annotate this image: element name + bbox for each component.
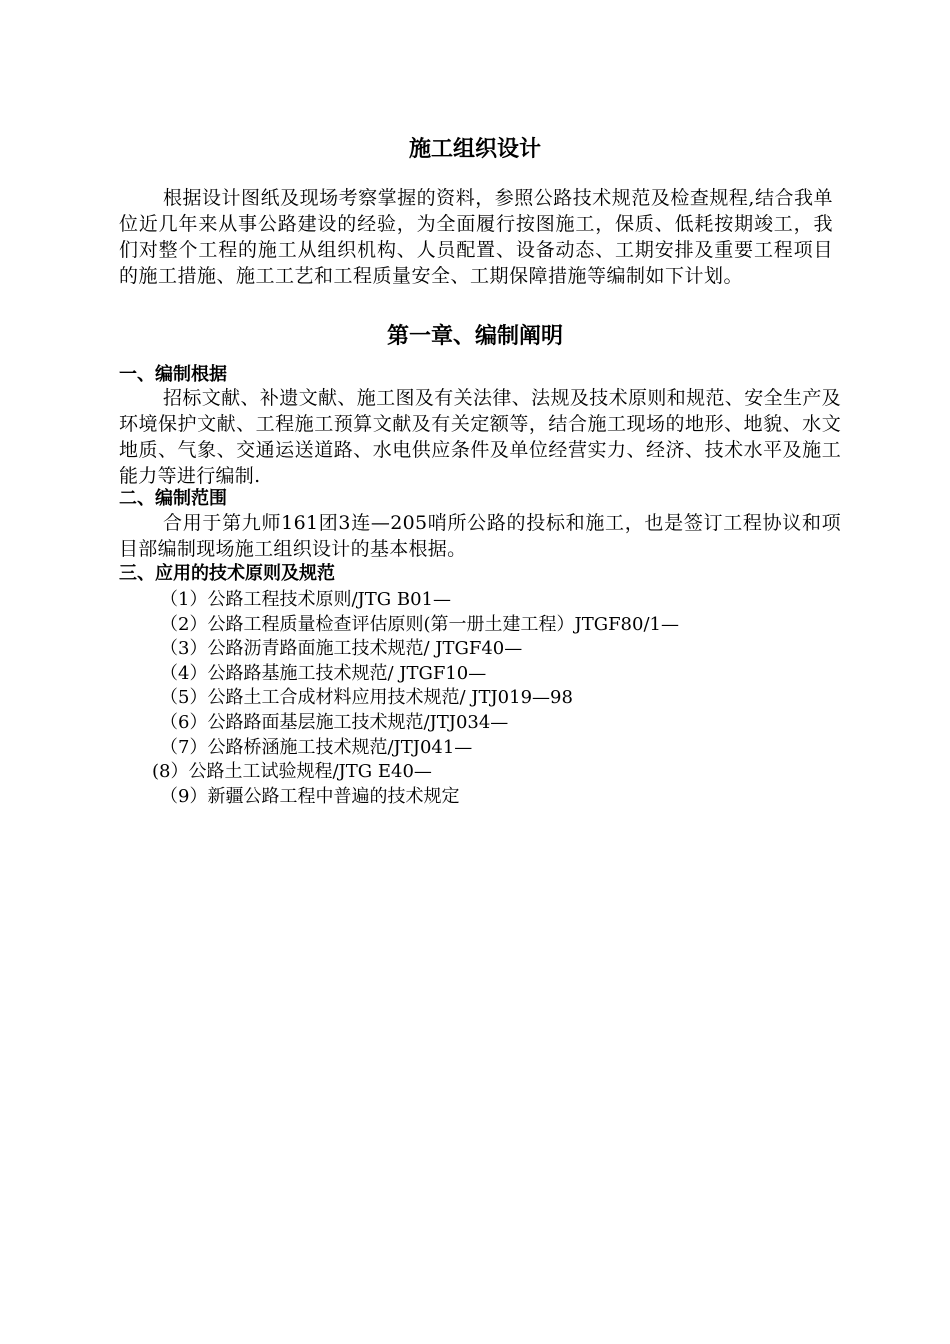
list-item: （9）新疆公路工程中普遍的技术规定 [160,785,460,807]
section-heading-scope: 二、编制范围 [119,488,227,509]
standards-list [152,588,679,809]
list-item: （7）公路桥涵施工技术规范/JTJ041— [160,736,473,758]
section-body-scope: 合用于第九师161团3连—205哨所公路的投标和施工，也是签订工程协议和项目部编制现场施工组织设计的基本根据。 [119,512,841,560]
section-body-basis: 招标文献、补遗文献、施工图及有关法律、法规及技术原则和规范、安全生产及环境保护文献、工程施工预算文献及有关定额等，结合施工现场的地形、地貌、水文地质、气象、交通运送道路、水电供应条件及单位经营实力、经济、技术水平及施工能力等进行编制. [119,387,841,487]
list-item: (8）公路土工试验规程/JTG E40— [152,761,432,783]
section-heading-standards: 三、应用的技术原则及规范 [119,563,335,584]
chapter-title: 第一章、编制阐明 [386,324,563,349]
document-title: 施工组织设计 [408,137,541,162]
list-item: （6）公路路面基层施工技术规范/JTJ034— [160,711,509,733]
section-heading-basis: 一、编制根据 [119,364,227,385]
list-item: （5）公路土工合成材料应用技术规范/ JTJ019—98 [160,687,573,709]
list-item: （1）公路工程技术原则/JTG B01— [160,589,451,610]
list-item: （3）公路沥青路面施工技术规范/ JTGF40— [160,638,523,660]
list-item: （4）公路路基施工技术规范/ JTGF10— [160,662,487,684]
list-item: （2）公路工程质量检查评估原则(第一册土建工程）JTGF80/1— [160,613,679,635]
intro-paragraph: 根据设计图纸及现场考察掌握的资料，参照公路技术规范及检查规程,结合我单位近几年来从事公路建设的经验，为全面履行按图施工，保质、低耗按期竣工，我们对整个工程的施工从组织机构、人员配置、设备动态、工期安排及重要工程项目的施工措施、施工工艺和工程质量安全、工期保障措施等编制如下计划。 [119,187,833,287]
